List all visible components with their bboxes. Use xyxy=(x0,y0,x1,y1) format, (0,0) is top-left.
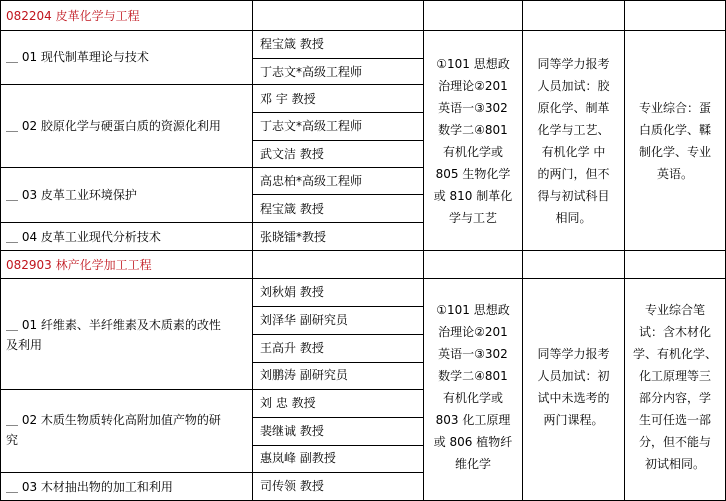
exam-subjects: ①101 思想政 治理论②201 英语一③302 数学二④801 有机化学或 805 生物化学 或 810 制革化 学与工艺 xyxy=(433,57,513,225)
advisor: 刘 忠 教授 xyxy=(260,396,316,410)
direction-03: ＿ 03 皮革工业环境保护 xyxy=(6,188,137,202)
equivalent-exam: 同等学力报考 人员加试：胶 原化学、制革 化学与工艺、 有机化学 中 的两门，但不 得与初试科目 相同。 xyxy=(537,57,610,225)
advisor: 程宝箴 教授 xyxy=(260,37,324,51)
direction-01-cont: 及利用 xyxy=(6,338,43,352)
equivalent-exam: 同等学力报考 人员加试：初 试中未选考的 两门课程。 xyxy=(537,347,610,427)
advisor: 刘泽华 副研究员 xyxy=(260,313,348,327)
advisor: 高忠柏*高级工程师 xyxy=(260,174,363,188)
advisor: 武文洁 教授 xyxy=(260,147,324,161)
direction-03: ＿ 03 木材抽出物的加工和利用 xyxy=(6,480,173,494)
section-title-082903: 082903 林产化学加工工程 xyxy=(6,258,152,272)
retest-subjects: 专业综合笔 试：含木材化 学、有机化学、 化工原理等三 部分内容，学 生可任选一部 分，但不能与 初试相同。 xyxy=(632,303,717,471)
direction-01: ＿ 01 现代制革理论与技术 xyxy=(6,50,149,64)
retest-subjects: 专业综合：蛋 白质化学、鞣 制化学、专业 英语。 xyxy=(638,101,711,181)
advisor: 邓 宇 教授 xyxy=(260,92,316,106)
exam-subjects: ①101 思想政 治理论②201 英语一③302 数学二④801 有机化学或 803 化工原理 或 806 植物纤 维化学 xyxy=(433,303,513,471)
advisor: 王高升 教授 xyxy=(260,341,324,355)
advisor: 司传领 教授 xyxy=(260,479,324,493)
advisor: 丁志文*高级工程师 xyxy=(260,119,363,133)
advisor: 丁志文*高级工程师 xyxy=(260,65,363,79)
direction-02: ＿ 02 胶原化学与硬蛋白质的资源化利用 xyxy=(6,119,221,133)
section-title-082204: 082204 皮革化学与工程 xyxy=(6,9,140,23)
advisor: 刘秋娟 教授 xyxy=(260,285,324,299)
direction-02-cont: 究 xyxy=(6,433,19,447)
direction-02: ＿ 02 木质生物质转化高附加值产物的研 xyxy=(6,413,221,427)
direction-01: ＿ 01 纤维素、半纤维素及木质素的改性 xyxy=(6,318,221,332)
advisor: 裴继诚 教授 xyxy=(260,424,324,438)
advisor: 惠岚峰 副教授 xyxy=(260,451,336,465)
advisor: 张晓镭*教授 xyxy=(260,230,327,244)
advisor: 刘鹏涛 副研究员 xyxy=(260,368,348,382)
advisor: 程宝箴 教授 xyxy=(260,202,324,216)
direction-04: ＿ 04 皮革工业现代分析技术 xyxy=(6,230,161,244)
